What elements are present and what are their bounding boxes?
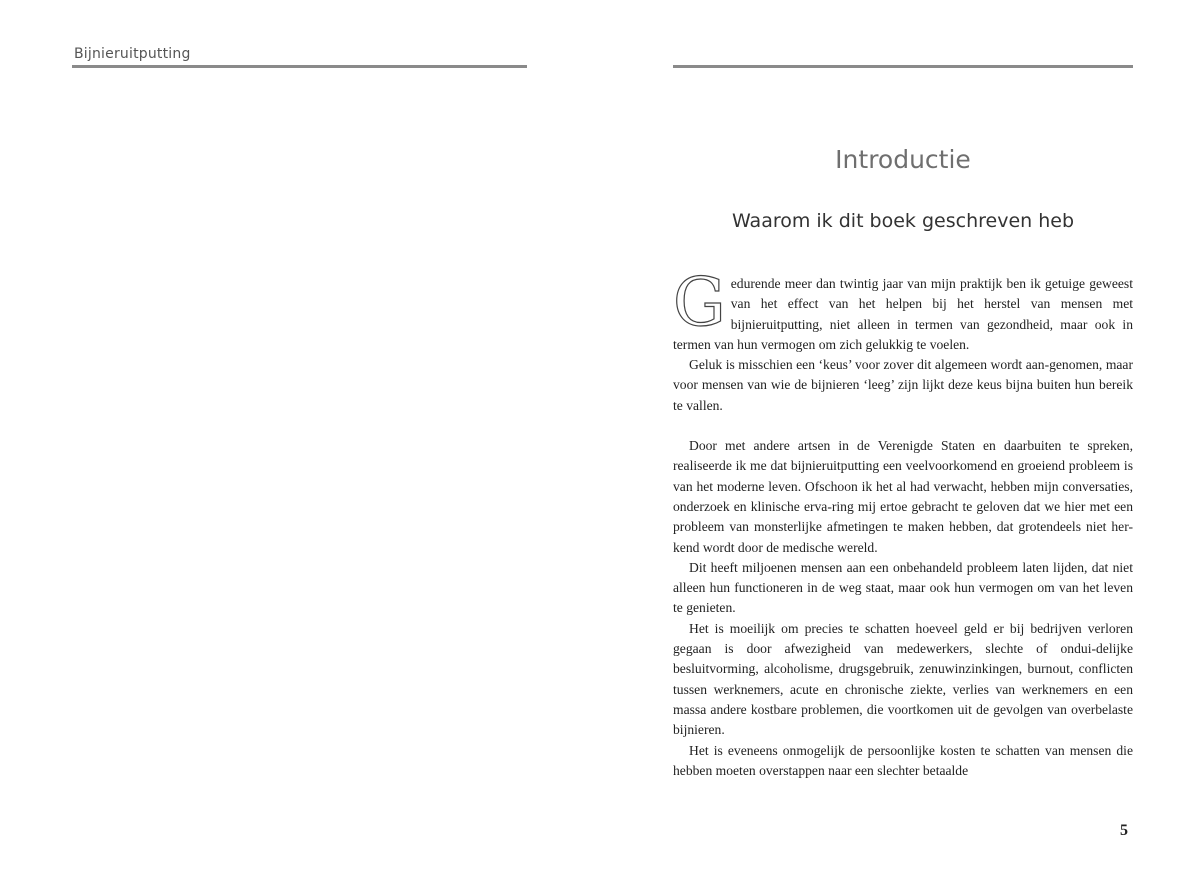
header-rule-right [673,65,1133,68]
body-text [673,264,1133,781]
chapter-subtitle: Waarom ik dit boek geschreven heb [731,210,1075,232]
paragraph: Door met andere artsen in de Verenigde Staten en daarbuiten te spreken, realiseerde ik me dat bijnieruitputting een veelvoorkomend en groeiend probleem is van het moderne leven. Ofschoon ik het al had verwacht, hebben mijn conversaties, onderzoek en klinische erva-ring mij ertoe gebracht te geloven dat we hier met een probleem van monsterlijke afmetingen te maken hebben, dat grotendeels niet her-kend wordt door de medische wereld. [673,438,1133,555]
page-number: 5 [1120,822,1128,839]
paragraph: Het is eveneens onmogelijk de persoonlijke kosten te schatten van mensen die hebben moeten overstappen naar een slechter betaalde [673,742,1133,778]
right-page [600,0,1200,890]
paragraph [673,264,1133,355]
paragraph: Geluk is misschien een ‘keus’ voor zover dit algemeen wordt aan-genomen, maar voor mensen van wie de bijnieren ‘leeg’ zijn lijkt deze keus bijna buiten hun bereik te vallen. [673,357,1133,413]
paragraph: Dit heeft miljoenen mensen aan een onbehandeld probleem laten lijden, dat niet alleen hun functioneren in de weg staat, maar ook hun vermogen om van het leven te genieten. [673,559,1133,616]
paragraph-text: edurende meer dan twintig jaar van mijn praktijk ben ik getuige geweest van het effect van het helpen bij het herstel van mensen met bijnieruitputting, niet alleen in termen van gezondheid, maar ook in termen van hun vermogen om zich gelukkig te voelen. [673,276,1133,352]
paragraph: Het is moeilijk om precies te schatten hoeveel geld er bij bedrijven verloren gegaan is door afwezigheid van medewerkers, slechte of ondui-delijke besluitvorming, alcoholisme, drugsgebruik, zenuwinzinkingen, burnout, conflicten tussen werknemers, acute en chronische ziekte, verlies van werknemers en een massa andere kostbare problemen, die voortkomen uit de gevolgen van overbelaste bijnieren. [673,620,1133,738]
running-head: Bijnieruitputting [74,46,191,62]
chapter-title: Introductie [835,145,971,174]
header-rule-left [72,65,527,68]
drop-cap: G [673,264,726,341]
